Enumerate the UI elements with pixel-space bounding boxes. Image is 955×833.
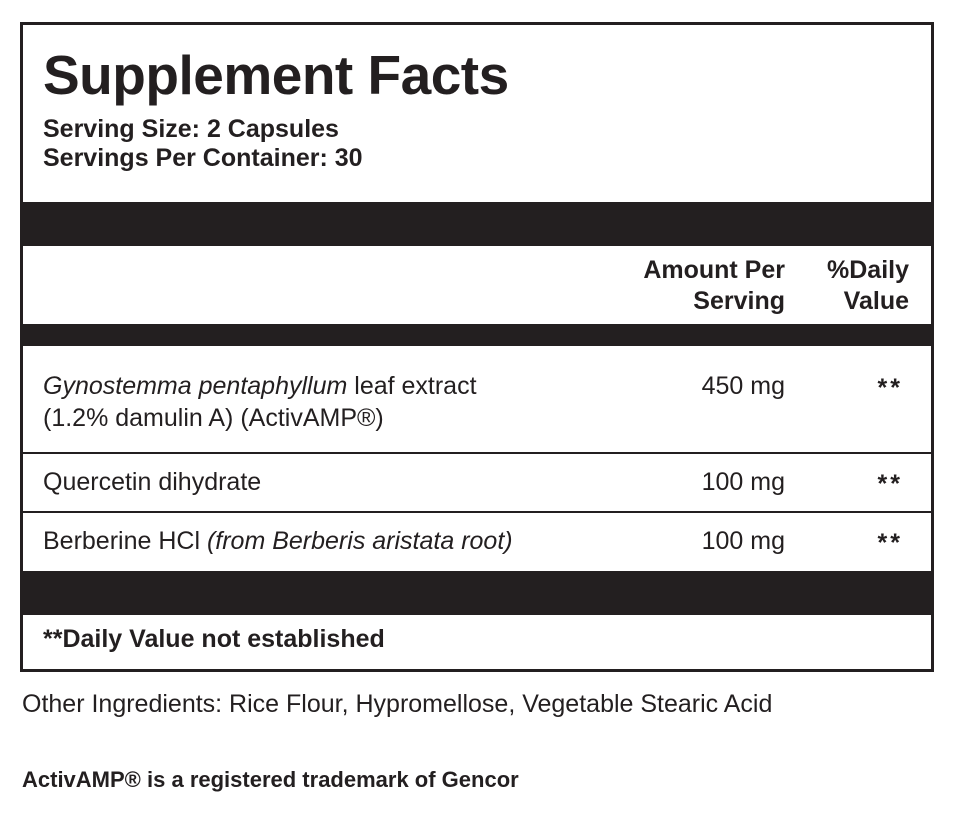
divider-bar-top: [23, 202, 931, 246]
ingredient-daily-value: **: [877, 374, 903, 402]
ingredient-amount: 100 mg: [701, 527, 785, 555]
divider-bar-header: [23, 324, 931, 346]
servings-per-container: Servings Per Container: 30: [43, 144, 363, 172]
ingredient-name: [43, 525, 513, 557]
column-header-amount-line2: Serving: [693, 287, 785, 315]
ingredient-daily-value: **: [877, 529, 903, 557]
ingredient-row: [23, 346, 931, 452]
column-header-amount: [643, 255, 785, 317]
serving-size: Serving Size: 2 Capsules: [43, 115, 339, 143]
column-header-daily-value: [827, 255, 909, 317]
ingredient-row: [23, 513, 931, 571]
ingredient-name-italic: Gynostemma pentaphyllum: [43, 372, 348, 400]
serving-info: [43, 115, 363, 173]
column-header-amount-line1: Amount Per: [643, 256, 785, 284]
trademark-note: ActivAMP® is a registered trademark of Gencor: [22, 767, 519, 792]
other-ingredients: Other Ingredients: Rice Flour, Hypromellose, Vegetable Stearic Acid: [22, 690, 773, 718]
ingredient-name-rest: leaf extract: [347, 372, 477, 400]
ingredient-daily-value: **: [877, 470, 903, 498]
supplement-facts-panel: [20, 22, 934, 672]
divider-bar-bottom: [23, 571, 931, 615]
column-header-dv-line2: Value: [843, 287, 909, 315]
ingredient-amount: 450 mg: [701, 372, 785, 400]
panel-title: Supplement Facts: [43, 44, 509, 106]
column-header-dv-line1: %Daily: [827, 256, 909, 284]
ingredient-name: Quercetin dihydrate: [43, 468, 262, 496]
daily-value-footnote: **Daily Value not established: [43, 625, 385, 653]
ingredient-name-line2: (1.2% damulin A) (ActivAMP®): [43, 404, 384, 432]
ingredient-name-main: Berberine HCl: [43, 527, 207, 555]
ingredient-name: [43, 370, 477, 434]
ingredient-amount: 100 mg: [701, 468, 785, 496]
ingredient-row: [23, 454, 931, 511]
ingredient-name-source: (from Berberis aristata root): [206, 527, 513, 555]
